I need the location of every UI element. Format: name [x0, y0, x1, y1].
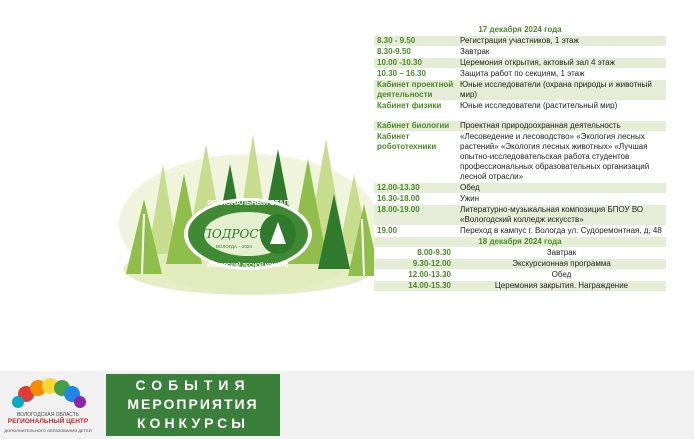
- row-desc: «Лесоведение и лесоводство» «Экология лесных растений» «Экология лесных животных» «Лучшая опытно-исследовательская работа студентов профессиональных образовательных организаций лесной отрасли»: [457, 132, 666, 183]
- row-desc: Экскурсионная программа: [457, 259, 666, 270]
- events-line-2: МЕРОПРИЯТИЯ: [127, 396, 259, 412]
- emblem-city-text: ВОЛОГДА – 2024: [216, 244, 252, 249]
- row-desc: Защита работ по секциям, 1 этаж: [457, 69, 666, 80]
- row-time: Кабинет робототехники: [374, 132, 457, 183]
- table-row: [374, 205, 666, 226]
- row-desc: Церемония открытия, актовый зал 4 этаж: [457, 58, 666, 69]
- day2-date-row: [374, 237, 666, 248]
- row-desc: Переход в кампус г. Вологда ул. Судоремонтная, д. 48: [457, 226, 666, 237]
- table-row: [374, 69, 666, 80]
- row-desc: Ужин: [457, 194, 666, 205]
- spacer-row: [374, 112, 666, 121]
- table-row: [374, 226, 666, 237]
- table-row: [374, 194, 666, 205]
- logo-petals-icon: [12, 378, 86, 408]
- emblem-bottom-text: ЮНИОРСКИЙ ЛЕСНОЙ КОНКУРС: [207, 263, 289, 269]
- row-desc: Завтрак: [457, 47, 666, 58]
- logo-line-2: РЕГИОНАЛЬНЫЙ ЦЕНТР: [7, 418, 89, 425]
- row-desc: Юные исследователи (охрана природы и животный мир): [457, 80, 666, 101]
- row-time: 19.00: [374, 226, 457, 237]
- logo-line-3: ДОПОЛНИТЕЛЬНОГО ОБРАЗОВАНИЯ ДЕТЕЙ: [4, 428, 92, 433]
- row-time: 10.00 -10.30: [374, 58, 457, 69]
- row-time: 8.30-9.50: [374, 47, 457, 58]
- table-row: [374, 47, 666, 58]
- day1-date: 17 декабря 2024 года: [374, 25, 666, 36]
- row-time: 9.30-12.00: [374, 259, 457, 270]
- table-row: [374, 132, 666, 183]
- events-banner[interactable]: [106, 374, 280, 436]
- row-time: 10.30 – 16.30: [374, 69, 457, 80]
- events-line-1: СОБЫТИЯ: [135, 377, 251, 393]
- row-time: Кабинет биологии: [374, 121, 457, 132]
- schedule-table: [374, 25, 666, 292]
- logo-line-1: ВОЛОГОДСКАЯ ОБЛАСТЬ: [16, 412, 80, 418]
- events-line-3: КОНКУРСЫ: [137, 415, 249, 431]
- row-desc: Проектная природоохранная деятельность: [457, 121, 666, 132]
- day1-date-row: [374, 25, 666, 36]
- emblem-top-text: РЕГИОНАЛЬНЫЙ ЭТАП: [207, 200, 289, 207]
- row-time: 12.00-13.30: [374, 183, 457, 194]
- row-desc: Обед: [457, 270, 666, 281]
- row-desc: Церемония закрытия. Награждение: [457, 281, 666, 292]
- table-row: [374, 259, 666, 270]
- table-row: [374, 101, 666, 112]
- emblem-center-text: ПОДРОСТ: [201, 227, 267, 241]
- row-desc: Литературно-музыкальная композиция БПОУ ВО «Вологодский колледж искусств»: [457, 205, 666, 226]
- table-row: [374, 248, 666, 259]
- row-time: Кабинет физики: [374, 101, 457, 112]
- table-row: [374, 58, 666, 69]
- row-time: 8.00-9.30: [374, 248, 457, 259]
- row-desc: Юные исследователи (растительный мир): [457, 101, 666, 112]
- row-desc: Регистрация участников, 1 этаж: [457, 36, 666, 47]
- row-time: 18.00-19.00: [374, 205, 457, 226]
- row-desc: Завтрак: [457, 248, 666, 259]
- row-time: 16.30-18.00: [374, 194, 457, 205]
- day2-date: 18 декабря 2024 года: [374, 237, 666, 248]
- forest-emblem-illustration: [118, 104, 380, 300]
- table-row: [374, 36, 666, 47]
- table-row: [374, 80, 666, 101]
- row-time: 14.00-15.30: [374, 281, 457, 292]
- row-time: 8.30 - 9.50: [374, 36, 457, 47]
- table-row: [374, 270, 666, 281]
- table-row: [374, 281, 666, 292]
- row-time: 12.00-13.30: [374, 270, 457, 281]
- row-desc: Обед: [457, 183, 666, 194]
- bottom-bar: [0, 371, 694, 439]
- row-time: Кабинет проектной деятельности: [374, 80, 457, 101]
- table-row: [374, 121, 666, 132]
- table-row: [374, 183, 666, 194]
